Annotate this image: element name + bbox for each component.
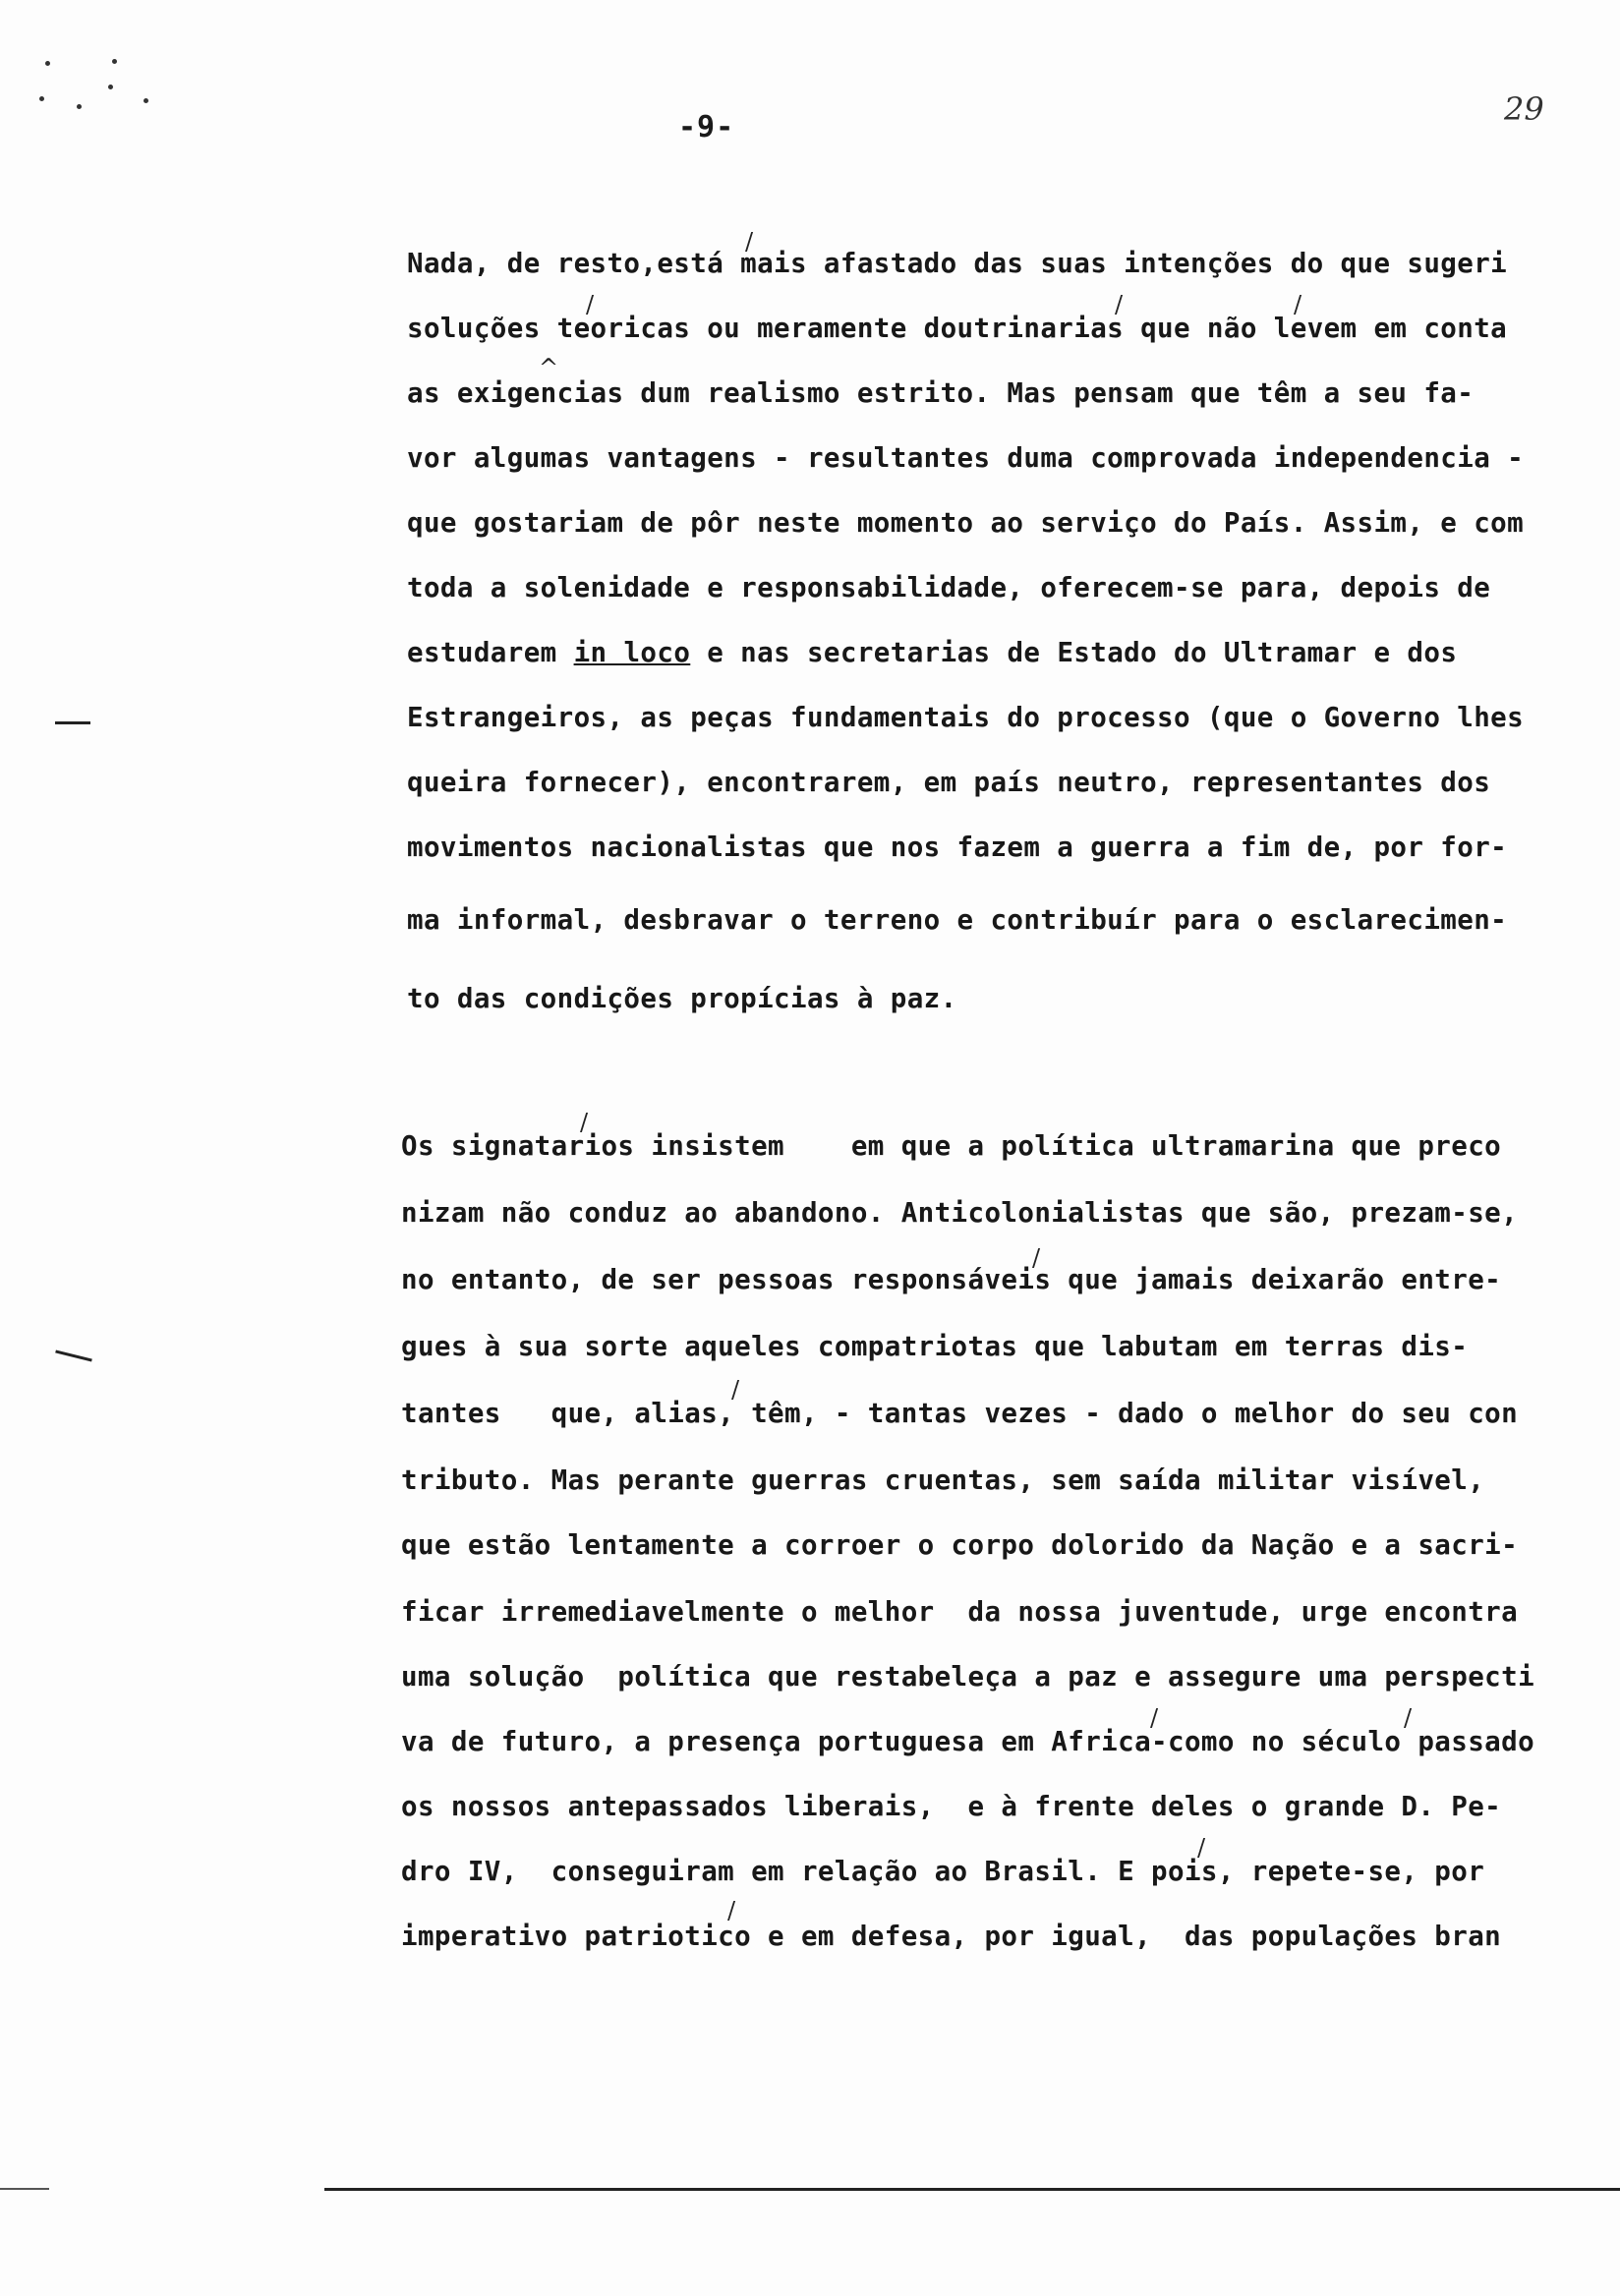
- text-line: movimentos nacionalistas que nos fazem a guerra a fim de, por for-: [407, 832, 1508, 863]
- scan-speck: [39, 96, 44, 101]
- text-line: Estrangeiros, as peças fundamentais do processo (que o Governo lhes: [407, 702, 1525, 733]
- scan-speck: [112, 59, 117, 64]
- scan-speck: [144, 98, 148, 103]
- text-line: gues à sua sorte aqueles compatriotas que labutam em terras dis-: [401, 1331, 1469, 1362]
- text-line: imperativo patriotico e em defesa, por igual, das populações bran: [401, 1921, 1502, 1952]
- text-line: que estão lentamente a corroer o corpo dolorido da Nação e a sacri-: [401, 1529, 1519, 1561]
- handwritten-accent-mark: /: [727, 1897, 736, 1924]
- text-line: as exigencias dum realismo estrito. Mas pensam que têm a seu fa-: [407, 377, 1475, 409]
- text-line: Nada, de resto,está mais afastado das suas intenções do que sugeri: [407, 248, 1508, 279]
- text-line: queira fornecer), encontrarem, em país neutro, representantes dos: [407, 767, 1491, 798]
- text-segment: e nas secretarias de Estado do Ultramar e dos: [690, 637, 1458, 668]
- text-line: uma solução política que restabeleça a paz e assegure uma perspecti: [401, 1661, 1535, 1693]
- handwritten-accent-mark: /: [1197, 1834, 1206, 1862]
- text-line: Os signatarios insistem em que a política ultramarina que preco: [401, 1130, 1502, 1162]
- text-line: nizam não conduz ao abandono. Anticolonialistas que são, prezam-se,: [401, 1197, 1519, 1229]
- text-line: que gostariam de pôr neste momento ao serviço do País. Assim, e com: [407, 507, 1525, 539]
- scan-speck: [108, 85, 113, 89]
- handwritten-accent-mark: /: [731, 1376, 740, 1404]
- text-line: vor algumas vantagens - resultantes duma comprovada independencia -: [407, 442, 1525, 474]
- scan-speck: [45, 61, 50, 66]
- handwritten-accent-mark: /: [745, 228, 754, 256]
- text-line: ficar irremediavelmente o melhor da nossa juventude, urge encontra: [401, 1596, 1519, 1628]
- folio-number: 29: [1504, 90, 1544, 128]
- handwritten-accent-mark: /: [586, 291, 595, 318]
- page-number: -9-: [678, 110, 735, 144]
- margin-mark: [55, 721, 90, 724]
- text-line: os nossos antepassados liberais, e à frente deles o grande D. Pe-: [401, 1791, 1502, 1822]
- text-line: to das condições propícias à paz.: [407, 983, 957, 1014]
- handwritten-accent-mark: /: [1404, 1704, 1413, 1732]
- text-line: va de futuro, a presença portuguesa em Africa-como no século passado: [401, 1726, 1535, 1757]
- handwritten-accent-mark: /: [1150, 1704, 1159, 1732]
- margin-mark: [55, 1349, 92, 1361]
- latin-phrase: in loco: [573, 637, 691, 668]
- text-line: tributo. Mas perante guerras cruentas, sem saída militar visível,: [401, 1464, 1485, 1496]
- text-line: toda a solenidade e responsabilidade, oferecem-se para, depois de: [407, 572, 1491, 603]
- text-line: no entanto, de ser pessoas responsáveis que jamais deixarão entre-: [401, 1264, 1502, 1295]
- footer-rule-fragment: [0, 2188, 49, 2190]
- text-segment: estudarem: [407, 637, 574, 668]
- footer-rule: [324, 2188, 1620, 2191]
- handwritten-accent-mark: /: [1115, 291, 1124, 318]
- text-line: tantes que, alias, têm, - tantas vezes - dado o melhor do seu con: [401, 1398, 1519, 1429]
- text-line: ma informal, desbravar o terreno e contribuír para o esclarecimen-: [407, 904, 1508, 936]
- text-line: soluções teoricas ou meramente doutrinarias que não levem em conta: [407, 313, 1508, 344]
- text-line: dro IV, conseguiram em relação ao Brasil. E pois, repete-se, por: [401, 1856, 1485, 1887]
- scan-speck: [77, 104, 82, 109]
- handwritten-accent-mark: /: [580, 1109, 589, 1136]
- text-line: [407, 637, 1457, 668]
- handwritten-accent-mark: /: [1294, 291, 1302, 318]
- handwritten-caret-mark: ^: [539, 354, 559, 381]
- handwritten-accent-mark: /: [1032, 1244, 1041, 1272]
